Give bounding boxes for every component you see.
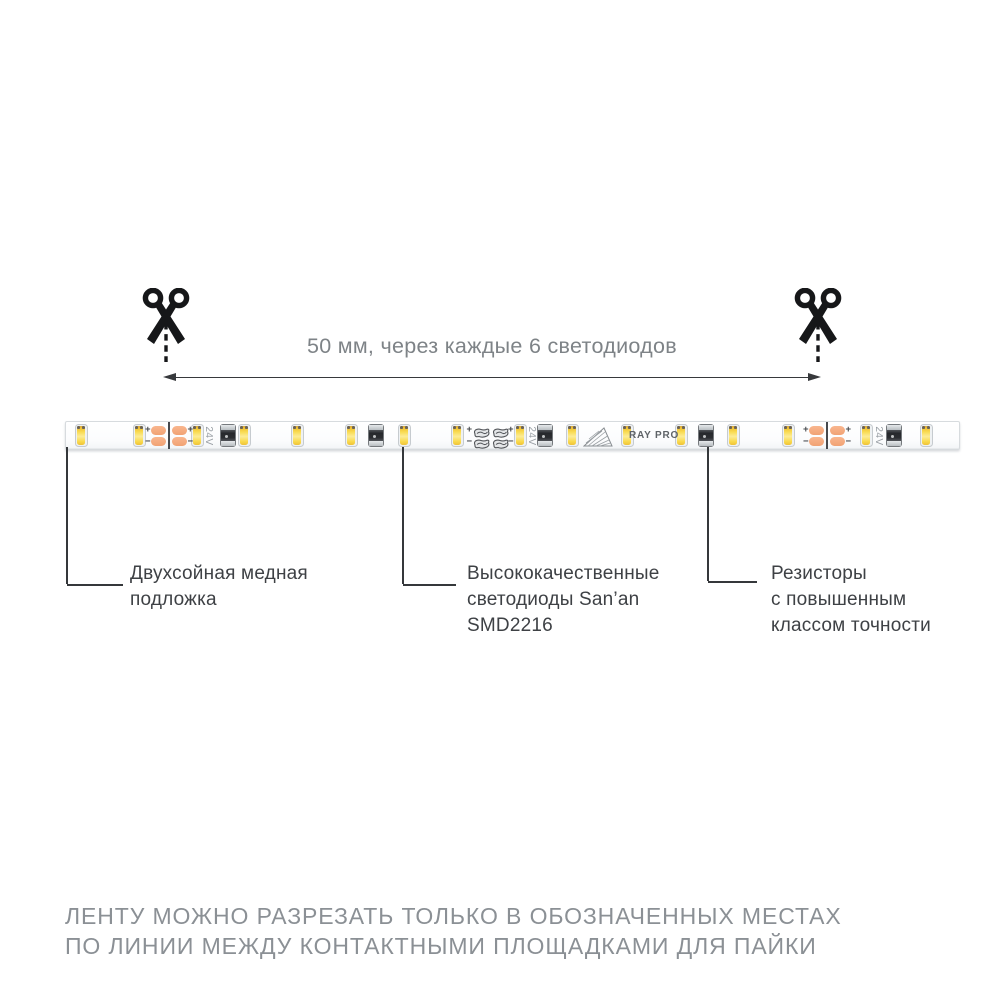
- arrow-shaft: [172, 377, 812, 379]
- voltage-label: 24V: [203, 425, 214, 446]
- smd-led: [727, 424, 740, 448]
- callout-label-line: классом точности: [771, 615, 931, 636]
- callout-label-line: Высококачественные: [467, 563, 660, 584]
- brand-label: RAY PRO: [629, 430, 680, 441]
- cut-line: [826, 422, 827, 449]
- callout-label-line: с повышенным: [771, 589, 907, 610]
- smd-led: [238, 424, 251, 448]
- led-strip: [65, 421, 960, 450]
- callout-leds-line-v: [402, 447, 404, 584]
- callout-substrate-line-h: [67, 584, 123, 586]
- callout-label-line: SMD2216: [467, 615, 553, 636]
- smd-led: [398, 424, 411, 448]
- smd-led: [514, 424, 527, 448]
- brand-logo-icon: [583, 425, 613, 452]
- smd-resistor: [698, 424, 714, 447]
- solder-pad-group: + − + −: [803, 424, 851, 447]
- callout-leds-label: [467, 561, 660, 639]
- smd-led: [782, 424, 795, 448]
- cutting-note-line1: ЛЕНТУ МОЖНО РАЗРЕЗАТЬ ТОЛЬКО В ОБОЗНАЧЕННЫХ МЕСТАХ: [65, 903, 842, 929]
- callout-substrate-line-v: [66, 447, 68, 584]
- smd-led: [345, 424, 358, 448]
- callout-resistors-line-v: [707, 447, 709, 581]
- smd-led: [133, 424, 146, 448]
- solder-pad-group: + − + −: [145, 424, 193, 447]
- smd-led: [860, 424, 873, 448]
- callout-label-line: подложка: [130, 589, 217, 610]
- smd-led: [920, 424, 933, 448]
- cut-line: [168, 422, 169, 449]
- callout-label-line: светодиоды San’an: [467, 589, 640, 610]
- smd-led: [451, 424, 464, 448]
- smd-resistor: [537, 424, 553, 447]
- voltage-label: 24V: [873, 425, 884, 446]
- smd-led: [75, 424, 88, 448]
- arrowhead-right-icon: [808, 373, 821, 381]
- smd-led: [291, 424, 304, 448]
- voltage-label: 24V: [526, 425, 537, 446]
- smd-resistor: [886, 424, 902, 447]
- callout-substrate-label: [130, 561, 308, 613]
- cutting-note-line2: ПО ЛИНИИ МЕЖДУ КОНТАКТНЫМИ ПЛОЩАДКАМИ ДЛЯ ПАЙКИ: [65, 932, 817, 959]
- callout-leds-line-h: [403, 584, 456, 586]
- smd-resistor: [368, 424, 384, 447]
- dimension-arrow: [163, 371, 821, 384]
- smd-resistor: [220, 424, 236, 447]
- callout-resistors-line-h: [708, 581, 757, 583]
- callout-resistors-label: [771, 561, 931, 639]
- callout-label-line: Двухсойная медная: [130, 563, 308, 584]
- smd-led: [566, 424, 579, 448]
- cutting-note: [65, 902, 965, 961]
- soldered-pad-group: + − + −: [466, 424, 514, 447]
- cut-distance-label: 50 мм, через каждые 6 светодиодов: [306, 334, 678, 358]
- callout-label-line: Резисторы: [771, 563, 867, 584]
